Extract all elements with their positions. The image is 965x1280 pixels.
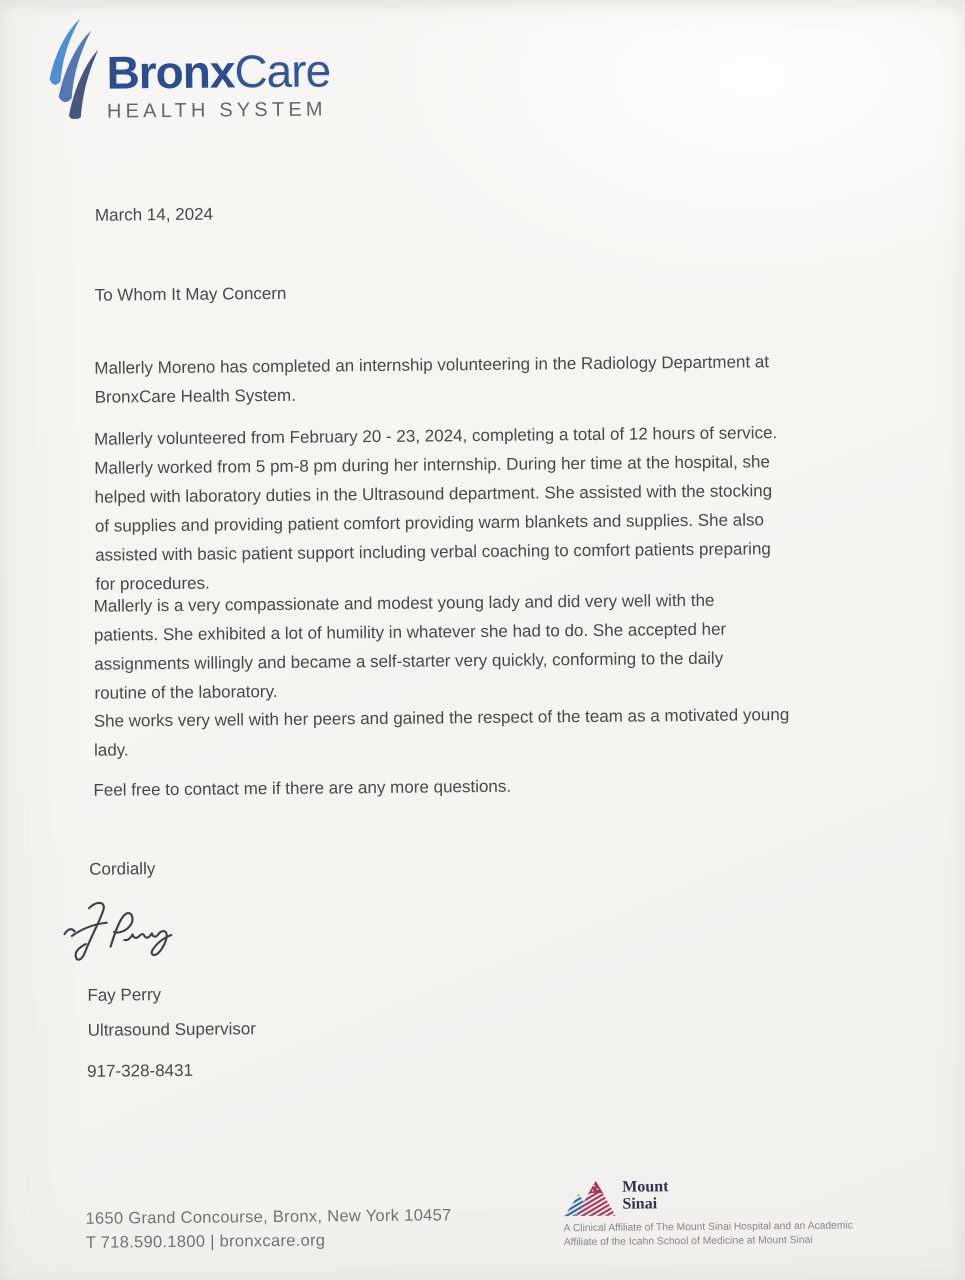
bronxcare-logo-text xyxy=(106,14,331,123)
mount-sinai-affiliate-block xyxy=(563,1174,853,1249)
letter-closing: Cordially xyxy=(89,859,156,879)
signer-title: Ultrasound Supervisor xyxy=(87,1019,257,1040)
paragraph-service-details: Mallerly volunteered from February 20 - 23, 2024, completing a total of 12 hours of service. Mallerly worked from 5 pm-8 pm during her internship. During her time at the hospital, she helped with laboratory duties in the Ultrasound department. She assisted with the stocking of supplies and providing patient comfort providing warm blankets and supplies. She also assisted with basic patient support including verbal coaching to comfort patients preparing for procedures. xyxy=(93,423,778,594)
paragraph-internship-completed: Mallerly Moreno has completed an internship volunteering in the Radiology Department at BronxCare Health System. xyxy=(94,352,770,407)
brand-subtitle: HEALTH SYSTEM xyxy=(106,98,327,123)
mount-sinai-wordmark: Mount Sinai xyxy=(622,1178,669,1213)
footer-address: 1650 Grand Concourse, Bronx, New York 10457 T 718.590.1800 | bronxcare.org xyxy=(85,1206,452,1252)
bronxcare-logo xyxy=(46,14,331,124)
brand-name-bronx: Bronx xyxy=(106,45,235,99)
handwritten-signature xyxy=(60,891,199,980)
paragraph-contact: Feel free to contact me if there are any more questions. xyxy=(93,776,512,800)
mount-sinai-logo-icon xyxy=(563,1177,615,1219)
brand-name xyxy=(106,44,331,99)
letter-date: March 14, 2024 xyxy=(94,204,214,225)
paragraph-teamwork: She works very well with her peers and gained the respect of the team as a motivated young lady. xyxy=(93,705,790,760)
bronxcare-swoosh-icon xyxy=(46,17,99,119)
brand-name-care: Care xyxy=(234,44,331,98)
signer-phone: 917-328-8431 xyxy=(87,1060,194,1081)
signer-name: Fay Perry xyxy=(87,985,162,1005)
letter-salutation: To Whom It May Concern xyxy=(94,283,287,305)
mount-sinai-tagline: A Clinical Affiliate of The Mount Sinai Hospital and an Academic Affiliate of the Icahn School of Medicine at Mount Sinai xyxy=(563,1220,853,1248)
paragraph-character-assessment: Mallerly is a very compassionate and modest young lady and did very well with the patients. She exhibited a lot of humility in whatever she had to do. She accepted her assignments willingly and became a self-starter very quickly, conforming to the daily routine of the laboratory. xyxy=(93,590,727,703)
